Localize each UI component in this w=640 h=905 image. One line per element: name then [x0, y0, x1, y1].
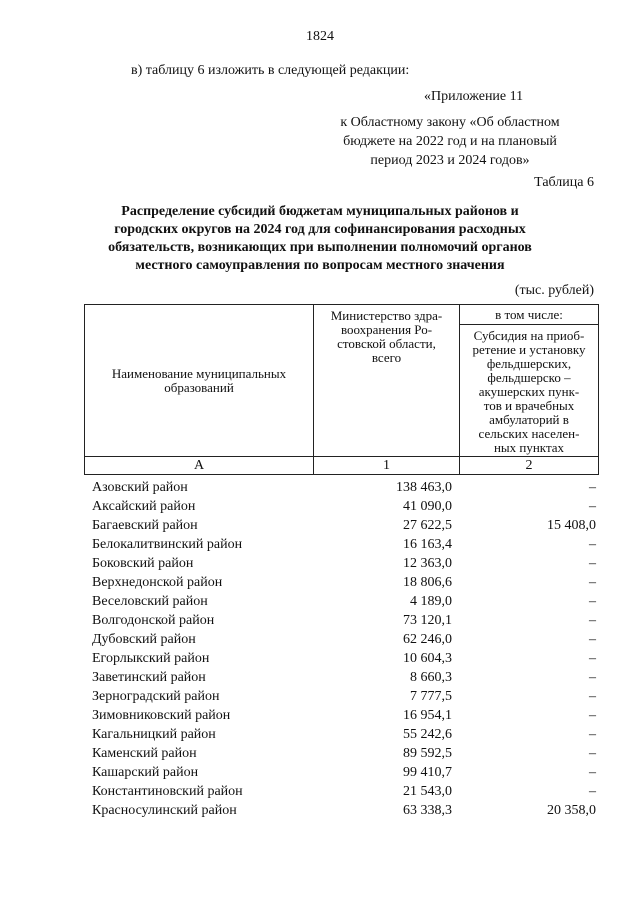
table-row	[84, 706, 600, 725]
subsidy-value: –	[589, 727, 596, 742]
ministry-total: 89 592,5	[403, 746, 452, 761]
table-title	[70, 203, 570, 275]
district-name: Каменский район	[92, 746, 197, 761]
district-name: Азовский район	[92, 480, 188, 495]
law-line: бюджете на 2022 год и на плановый	[343, 134, 557, 149]
header-col-2: 2	[460, 457, 599, 475]
appendix-heading: «Приложение 11	[424, 89, 524, 104]
law-line: к Областному закону «Об областном	[340, 115, 560, 130]
subsidy-value: –	[589, 651, 596, 666]
district-name: Белокалитвинский район	[92, 537, 243, 552]
table-row	[84, 611, 600, 630]
table-row	[84, 649, 600, 668]
subsidy-value: 15 408,0	[547, 518, 596, 533]
ministry-total: 41 090,0	[403, 499, 452, 514]
page-number: 1824	[306, 29, 334, 44]
subsidy-value: –	[589, 632, 596, 647]
subsidy-value: –	[589, 670, 596, 685]
subsidy-value: –	[589, 480, 596, 495]
ministry-total: 99 410,7	[403, 765, 452, 780]
district-name: Зерноградский район	[92, 689, 220, 704]
subsidy-value: –	[589, 746, 596, 761]
table-body	[84, 478, 600, 820]
ministry-total: 18 806,6	[403, 575, 452, 590]
district-name: Волгодонской район	[92, 613, 215, 628]
ministry-total: 12 363,0	[403, 556, 452, 571]
ministry-total: 4 189,0	[410, 594, 452, 609]
header-col-a: А	[85, 457, 314, 475]
ministry-total: 63 338,3	[403, 803, 452, 818]
units-label: (тыс. рублей)	[514, 283, 594, 298]
table-row	[84, 801, 600, 820]
law-reference	[300, 113, 600, 170]
subsidy-value: –	[589, 784, 596, 799]
ministry-total: 16 954,1	[403, 708, 452, 723]
district-name: Кагальницкий район	[92, 727, 216, 742]
district-name: Егорлыкский район	[92, 651, 210, 666]
subsidy-value: –	[589, 594, 596, 609]
district-name: Багаевский район	[92, 518, 198, 533]
district-name: Красносулинский район	[92, 803, 237, 818]
intro-text: в) таблицу 6 изложить в следующей редакции:	[131, 63, 410, 78]
table-row	[84, 687, 600, 706]
subsidy-value: –	[589, 708, 596, 723]
ministry-total: 7 777,5	[410, 689, 452, 704]
subsidy-value: –	[589, 575, 596, 590]
district-name: Кашарский район	[92, 765, 199, 780]
header-ministry: Министерство здра- воохранения Ро- стовской области, всего	[314, 305, 460, 457]
ministry-total: 21 543,0	[403, 784, 452, 799]
header-name: Наименование муниципальных образований	[85, 305, 314, 457]
table-row	[84, 516, 600, 535]
subsidy-value: –	[589, 765, 596, 780]
district-name: Боковский район	[92, 556, 194, 571]
table-row	[84, 497, 600, 516]
ministry-total: 10 604,3	[403, 651, 452, 666]
subsidy-value: –	[589, 499, 596, 514]
table-row	[84, 535, 600, 554]
title-line: обязательств, возникающих при выполнении полномочий органов	[108, 240, 532, 255]
title-line: местного самоуправления по вопросам местного значения	[135, 258, 505, 273]
district-name: Верхнедонской район	[92, 575, 223, 590]
ministry-total: 55 242,6	[403, 727, 452, 742]
header-col-1: 1	[314, 457, 460, 475]
ministry-total: 73 120,1	[403, 613, 452, 628]
law-line: период 2023 и 2024 годов»	[370, 153, 530, 168]
table-row	[84, 630, 600, 649]
table-row	[84, 744, 600, 763]
subsidy-value: 20 358,0	[547, 803, 596, 818]
table-row	[84, 763, 600, 782]
table-row	[84, 554, 600, 573]
table-row	[84, 478, 600, 497]
district-name: Аксайский район	[92, 499, 196, 514]
district-name: Зимовниковский район	[92, 708, 231, 723]
table-label: Таблица 6	[534, 175, 594, 190]
header-subsidy: Субсидия на приоб- ретение и установку фельдшерских, фельдшерско – акушерских пунк- тов и врачебных амбулаторий в сельских населен- ных пунктах	[460, 325, 599, 457]
table-row	[84, 592, 600, 611]
subsidy-value: –	[589, 613, 596, 628]
table-row	[84, 782, 600, 801]
district-name: Заветинский район	[92, 670, 206, 685]
ministry-total: 138 463,0	[396, 480, 452, 495]
title-line: Распределение субсидий бюджетам муниципальных районов и	[121, 204, 519, 219]
header-including: в том числе:	[460, 305, 599, 325]
district-name: Дубовский район	[92, 632, 196, 647]
subsidy-value: –	[589, 537, 596, 552]
subsidy-value: –	[589, 556, 596, 571]
ministry-total: 62 246,0	[403, 632, 452, 647]
district-name: Константиновский район	[92, 784, 243, 799]
table-row	[84, 573, 600, 592]
table-row	[84, 668, 600, 687]
ministry-total: 16 163,4	[403, 537, 452, 552]
subsidy-value: –	[589, 689, 596, 704]
table-header	[84, 304, 599, 475]
district-name: Веселовский район	[92, 594, 208, 609]
ministry-total: 27 622,5	[403, 518, 452, 533]
ministry-total: 8 660,3	[410, 670, 452, 685]
title-line: городских округов на 2024 год для софинансирования расходных	[114, 222, 526, 237]
table-row	[84, 725, 600, 744]
